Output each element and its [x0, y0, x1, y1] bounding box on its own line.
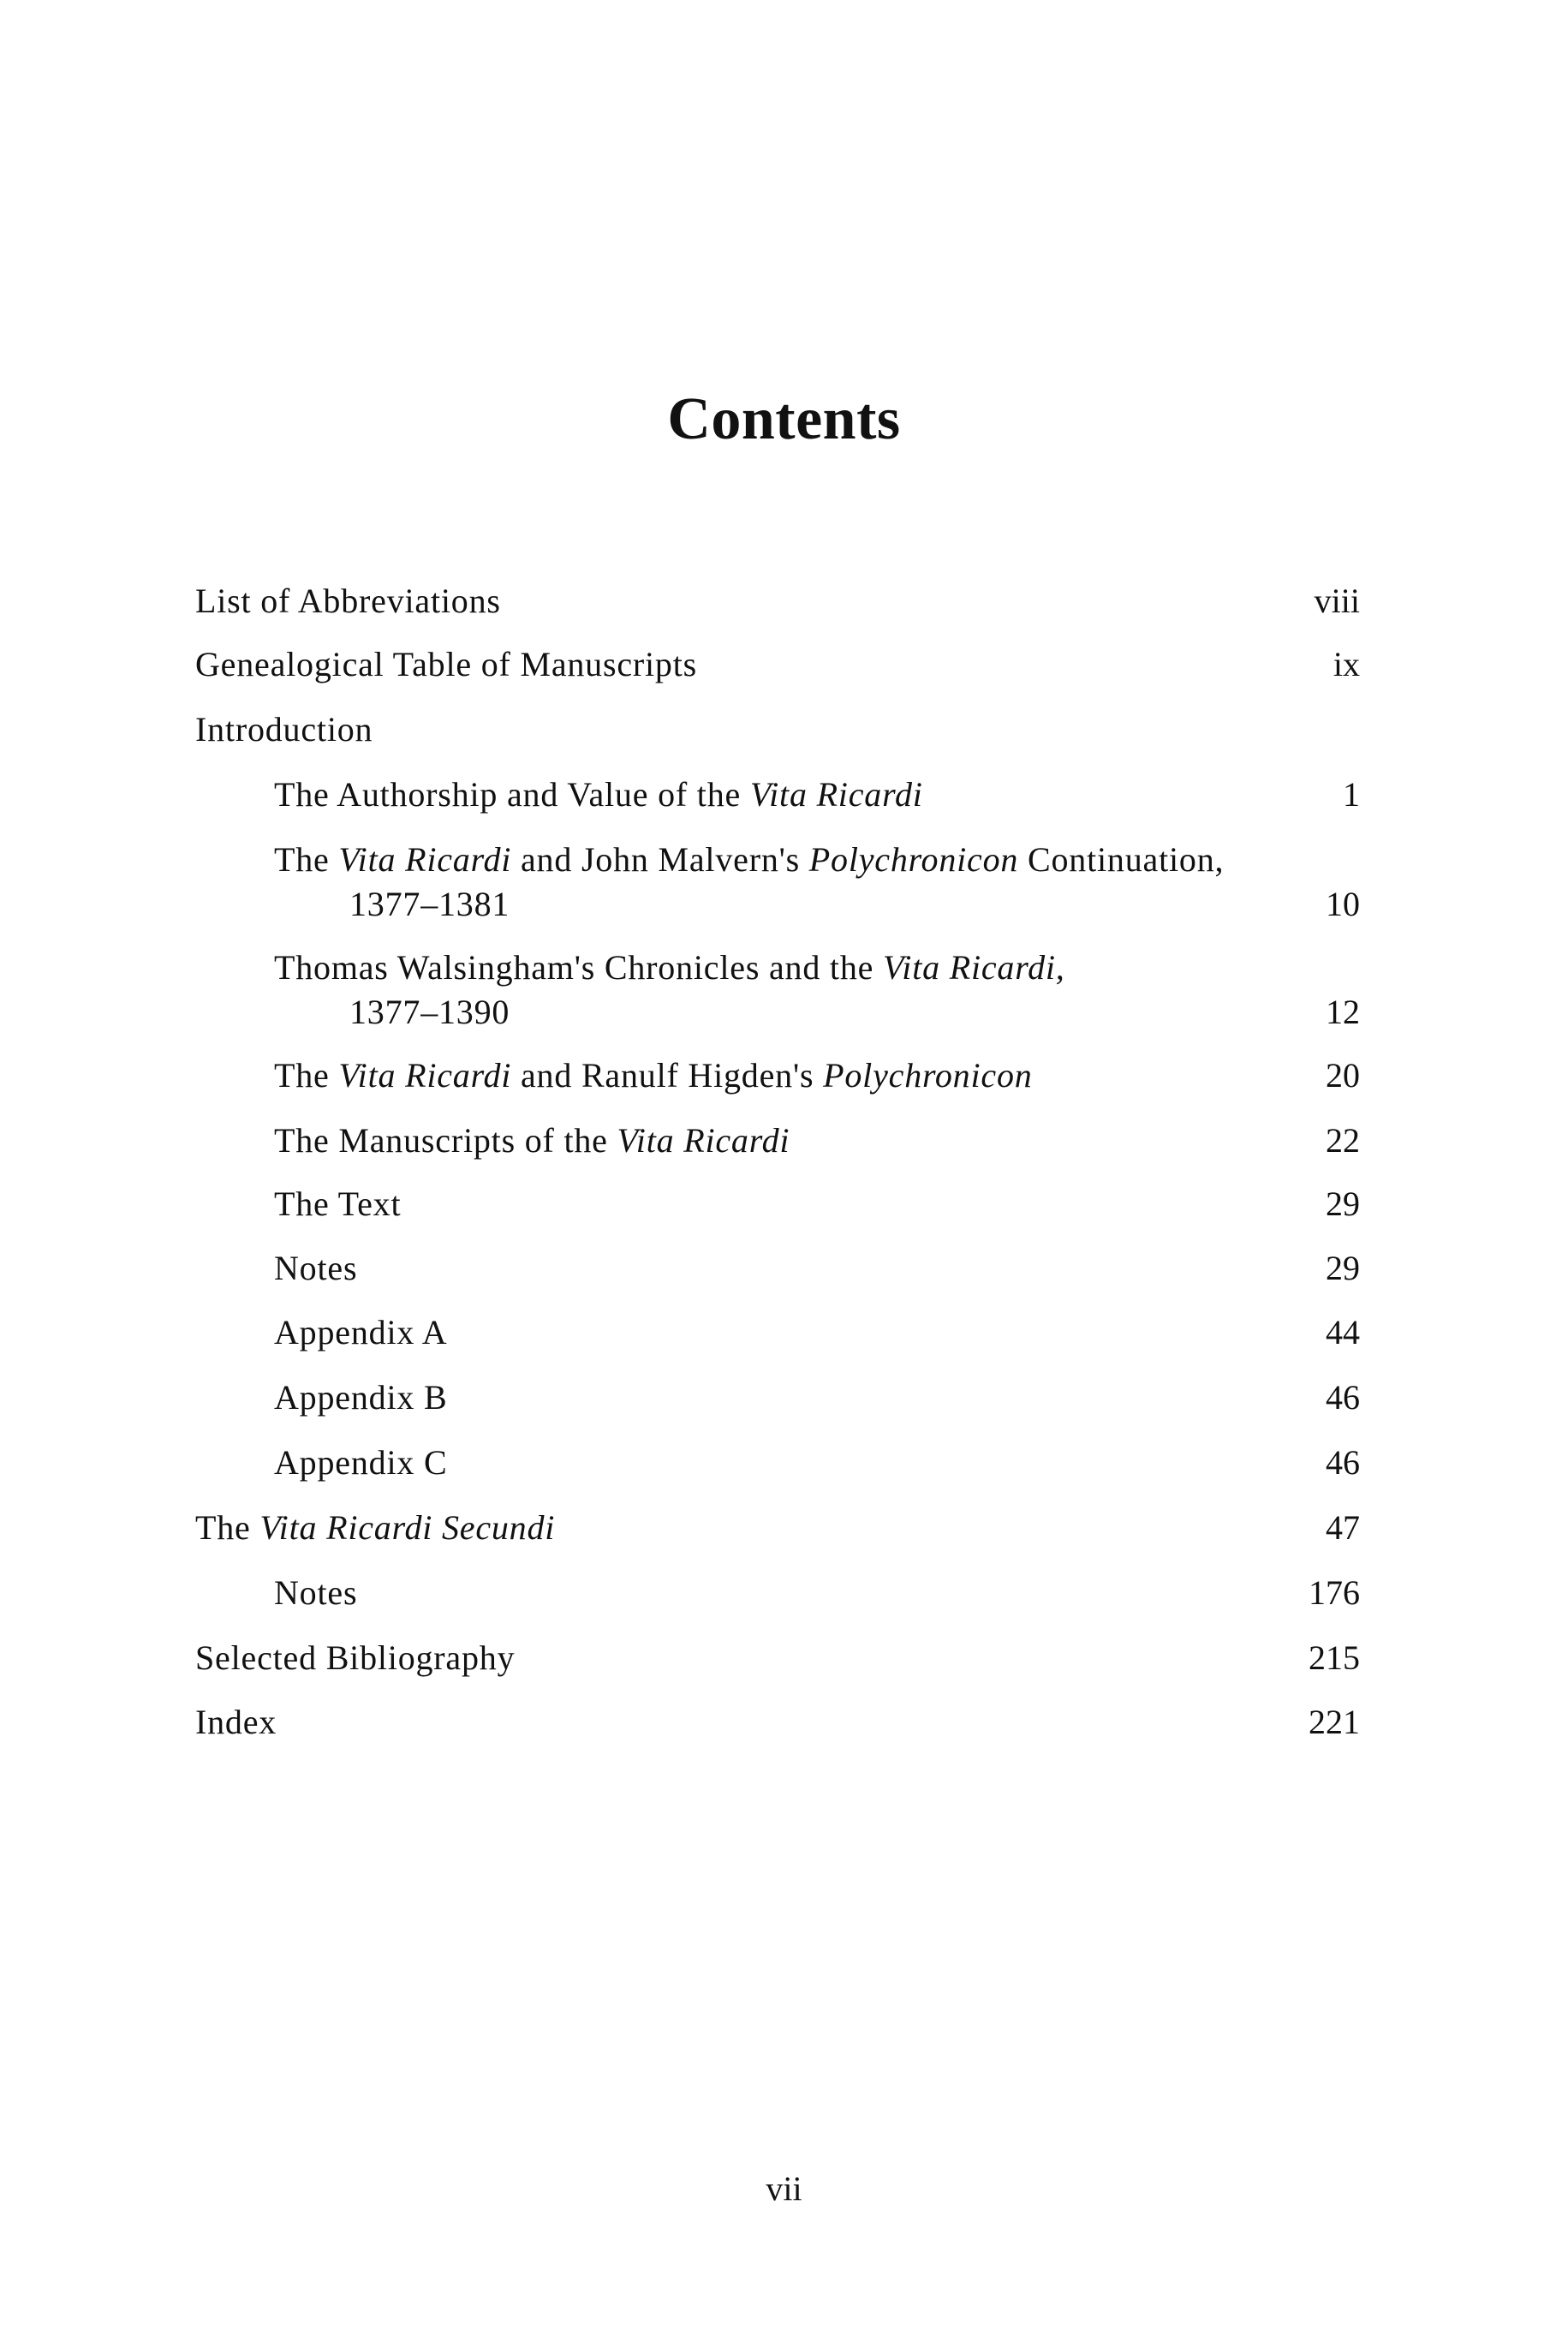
- toc-entry-title: Notes: [274, 1573, 358, 1612]
- toc-entry-introduction: [195, 707, 1360, 752]
- page-number: vii: [766, 2169, 802, 2208]
- toc-entry-title: Thomas Walsingham's Chronicles and the Vita Ricardi,: [274, 948, 1065, 987]
- toc-entry-title: The Manuscripts of the Vita Ricardi: [274, 1121, 790, 1160]
- toc-entry-page: 29: [1326, 1249, 1360, 1287]
- toc-entry-title: Appendix B: [274, 1378, 448, 1417]
- toc-entry-title: List of Abbreviations: [195, 582, 501, 620]
- toc-entry-page: 20: [1326, 1056, 1360, 1095]
- toc-entry-page: 47: [1326, 1508, 1360, 1547]
- toc-entry-continuation: 1377–1390: [349, 993, 510, 1031]
- toc-entry-authorship: [195, 773, 1360, 817]
- toc-entry-page: 12: [1326, 993, 1360, 1031]
- toc-entry-page: 46: [1326, 1378, 1360, 1417]
- table-of-contents: [195, 0, 1360, 2327]
- toc-entry-page: 221: [1309, 1703, 1360, 1741]
- toc-entry-appendix-a: [195, 1310, 1360, 1355]
- toc-entry-continuation: 1377–1381: [349, 885, 510, 923]
- toc-entry-title: Notes: [274, 1249, 358, 1287]
- toc-entry-bibliography: [195, 1636, 1360, 1680]
- toc-entry-page: 22: [1326, 1121, 1360, 1160]
- toc-entry-notes: [195, 1246, 1360, 1291]
- toc-entry-title: The Text: [274, 1184, 402, 1223]
- toc-entry-page: 1: [1343, 775, 1360, 814]
- toc-entry-appendix-b: [195, 1375, 1360, 1420]
- toc-entry-the-text: [195, 1182, 1360, 1226]
- page-title: Contents: [667, 386, 901, 452]
- toc-entry-page: 29: [1326, 1184, 1360, 1223]
- toc-entry-title: Selected Bibliography: [195, 1638, 516, 1677]
- toc-entry-title: The Vita Ricardi and Ranulf Higden's Polychronicon: [274, 1056, 1033, 1095]
- toc-entry-title: Index: [195, 1703, 277, 1741]
- toc-entry-list-of-abbreviations: [195, 579, 1360, 624]
- toc-entry-appendix-c: [195, 1441, 1360, 1485]
- toc-entry-title: Introduction: [195, 710, 373, 749]
- toc-entry-page: 44: [1326, 1313, 1360, 1351]
- toc-entry-page: 176: [1309, 1573, 1360, 1612]
- toc-entry-title: Appendix A: [274, 1313, 448, 1351]
- toc-entry-page: 46: [1326, 1443, 1360, 1482]
- toc-entry-notes-text: [195, 1571, 1360, 1615]
- toc-entry-page: ix: [1333, 645, 1360, 683]
- toc-entry-page: viii: [1314, 582, 1360, 620]
- toc-entry-walsingham: [195, 946, 1360, 1035]
- toc-entry-page: 215: [1309, 1638, 1360, 1677]
- toc-entry-page: 10: [1326, 885, 1360, 923]
- toc-entry-malvern-continuation: [195, 838, 1360, 927]
- toc-entry-higden: [195, 1053, 1360, 1098]
- toc-entry-title: Appendix C: [274, 1443, 448, 1482]
- toc-entry-title: The Vita Ricardi Secundi: [195, 1508, 556, 1547]
- toc-entry-manuscripts: [195, 1119, 1360, 1163]
- toc-entry-index: [195, 1700, 1360, 1745]
- toc-entry-vita-ricardi-secundi: [195, 1506, 1360, 1550]
- toc-entry-genealogical-table: [195, 642, 1360, 687]
- toc-entry-title: Genealogical Table of Manuscripts: [195, 645, 698, 683]
- toc-entry-title: The Authorship and Value of the Vita Ricardi: [274, 775, 923, 814]
- toc-entry-title: The Vita Ricardi and John Malvern's Polychronicon Continuation,: [274, 840, 1225, 879]
